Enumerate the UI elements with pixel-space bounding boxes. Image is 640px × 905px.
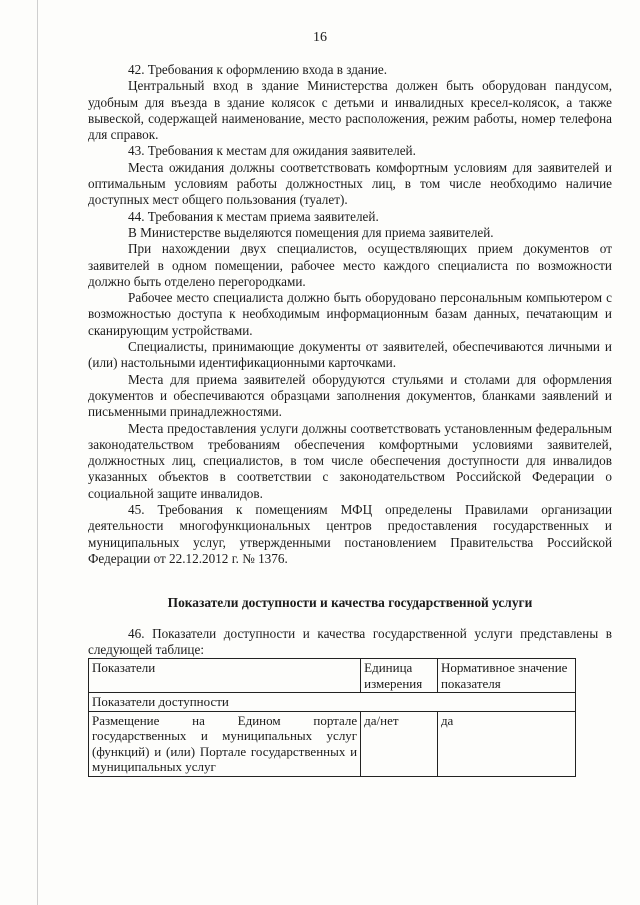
paragraph: В Министерстве выделяются помещения для приема заявителей. [128,224,494,240]
paragraph: Рабочее место специалиста должно быть оборудовано персональным компьютером с возможностью доступа к необходимым информационным базам данных, печатающим и сканирующим устройствами. [88,290,612,338]
table-section-cell: Показатели доступности [89,693,576,712]
table-cell: да/нет [361,711,438,776]
paragraph: При нахождении двух специалистов, осуществляющих прием документов от заявителей в одном помещении, рабочее место каждого специалиста по возможности должно быть отделено перегородками. [88,241,612,289]
document-body [88,62,612,777]
table-header-cell: Показатели [89,659,361,693]
indicators-table [88,658,576,777]
section-heading: Показатели доступности и качества государственной услуги [167,595,533,611]
table-header-cell: Нормативное значение показателя [437,659,575,693]
table-cell: да [437,711,575,776]
paragraph: 44. Требования к местам приема заявителей. [128,208,379,224]
paragraph: 43. Требования к местам для ожидания заявителей. [128,143,416,159]
paragraph: Места предоставления услуги должны соответствовать установленным федеральным законодательством требованиям обеспечения комфортными условиями заявителей, должностных лиц, специалистов, в том числе обеспечения доступности для инвалидов указанных объектов в соответствии с законодательством Российской Федерации о социальной защите инвалидов. [88,420,612,501]
table-header-cell: Единица измерения [361,659,438,693]
table-header-row [89,659,576,693]
paragraph: Специалисты, принимающие документы от заявителей, обеспечиваются личными и (или) настольными идентификационными карточками. [88,339,612,371]
scan-edge [37,0,38,905]
table-intro: 46. Показатели доступности и качества государственной услуги представлены в следующей таблице: [88,625,612,657]
table-cell: Размещение на Едином портале государственных и муниципальных услуг (функций) и (или) Портале государственных и муниципальных услуг [89,711,361,776]
page-number: 16 [313,30,327,45]
paragraph: Места для приема заявителей оборудуются стульями и столами для оформления документов и обеспечиваются образцами заполнения документов, бланками заявлений и письменными принадлежностями. [88,371,612,420]
paragraph: Центральный вход в здание Министерства должен быть оборудован пандусом, удобным для въезда в здание колясок с детьми и инвалидных кресел-колясок, а также вывеской, содержащей наименование, место расположения, режим работы, номер телефона для справок. [88,78,612,143]
paragraph: 42. Требования к оформлению входа в здание. [128,62,388,77]
paragraph: 45. Требования к помещениям МФЦ определены Правилами организации деятельности многофункциональных центров предоставления государственных и муниципальных услуг, утвержденными постановлением Правительства Российской Федерации от 22.12.2012 г. № 1376. [88,502,612,566]
paragraph: Места ожидания должны соответствовать комфортным условиям для заявителей и оптимальным условиям работы должностных лиц, в том числе необходимо наличие доступных мест общего пользования (туалет). [88,159,612,208]
table-row [89,711,576,776]
table-section-row [89,693,576,712]
